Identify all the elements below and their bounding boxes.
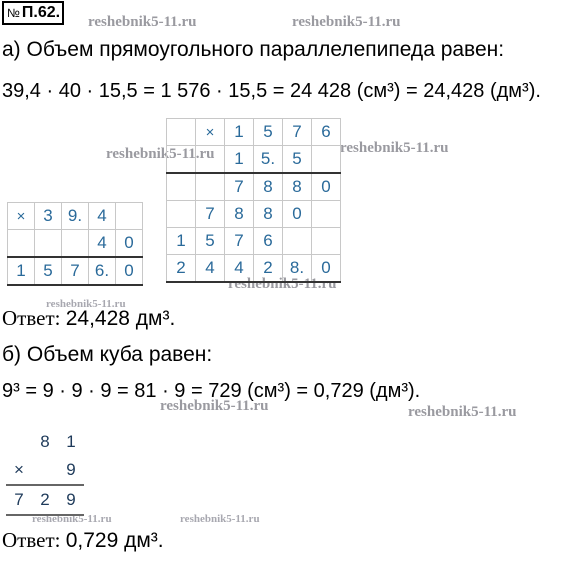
grid-cell: 7 xyxy=(283,119,312,146)
grid-cell xyxy=(35,230,62,258)
part-b-equation: 9³ = 9 · 9 · 9 = 81 · 9 = 729 (см³) = 0,729 (дм³). xyxy=(2,380,421,402)
watermark: reshebnik5-11.ru xyxy=(228,276,337,292)
grid-cell: 8 xyxy=(283,173,312,201)
part-a-equation: 39,4 · 40 · 15,5 = 1 576 · 15,5 = 24 428 (см³) = 24,428 (дм³). xyxy=(2,80,541,102)
grid-cell xyxy=(196,173,225,201)
grid-cell: 2 xyxy=(167,255,196,283)
grid-cell xyxy=(167,201,196,228)
part-b-answer xyxy=(2,528,164,553)
grid-row xyxy=(8,203,143,230)
grid-cell: 8 xyxy=(40,432,50,451)
grid-cell: 1 xyxy=(225,146,254,174)
grid-cell xyxy=(167,119,196,146)
answer-value: 24,428 дм³. xyxy=(65,307,176,330)
watermark: reshebnik5-11.ru xyxy=(292,14,401,30)
grid-row xyxy=(167,173,341,201)
grid-cell: 4 xyxy=(196,255,225,283)
grid-cell: 1 xyxy=(167,228,196,255)
part-a-title: а) Объем прямоугольного параллелепипеда равен: xyxy=(2,38,505,61)
grid-cell: 0 xyxy=(116,230,143,258)
grid-cell: 2 xyxy=(32,485,58,515)
grid-cell: 6. xyxy=(89,257,116,285)
grid-cell: 6 xyxy=(254,228,283,255)
grid-cell xyxy=(283,228,312,255)
grid-row xyxy=(8,230,143,258)
grid-cell: 4 xyxy=(225,255,254,283)
grid-cell: 9. xyxy=(62,203,89,230)
grid-row xyxy=(8,257,143,285)
grid-cell xyxy=(62,230,89,258)
grid-cell: 5 xyxy=(35,257,62,285)
grid-cell: 0 xyxy=(283,201,312,228)
multiplication-grid-small xyxy=(7,202,143,286)
grid-cell: 1 xyxy=(66,432,76,451)
grid-cell: 5 xyxy=(283,146,312,174)
grid-cell: 8 xyxy=(254,173,283,201)
part-b-title: б) Объем куба равен: xyxy=(2,343,213,366)
multiply-sign: × xyxy=(8,203,35,230)
problem-number: П.62. xyxy=(21,4,61,21)
grid-cell: 7 xyxy=(196,201,225,228)
grid-cell: 9 xyxy=(58,456,84,485)
grid-cell: 8. xyxy=(283,255,312,283)
answer-label: Ответ: xyxy=(2,528,61,552)
grid-row xyxy=(167,228,341,255)
grid-cell: 8 xyxy=(225,201,254,228)
multiply-sign: × xyxy=(196,119,225,146)
grid-cell: 7 xyxy=(225,173,254,201)
grid-row xyxy=(6,428,84,456)
grid-cell: 4 xyxy=(89,230,116,258)
grid-row xyxy=(6,456,84,485)
grid-cell: 5. xyxy=(254,146,283,174)
grid-cell: 5 xyxy=(196,228,225,255)
grid-cell: 7 xyxy=(6,485,32,515)
grid-row xyxy=(167,146,341,174)
grid-cell: 7 xyxy=(225,228,254,255)
grid-cell: 4 xyxy=(89,203,116,230)
grid-cell xyxy=(312,146,341,174)
watermark: reshebnik5-11.ru xyxy=(32,513,112,525)
number-sign: № xyxy=(7,6,20,20)
grid-cell: 9 xyxy=(58,485,84,515)
grid-cell xyxy=(32,456,58,485)
multiplication-grid-cube xyxy=(6,428,84,516)
grid-cell xyxy=(116,203,143,230)
answer-label: Ответ: xyxy=(2,306,61,330)
grid-row xyxy=(167,119,341,146)
grid-cell: 1 xyxy=(225,119,254,146)
grid-cell xyxy=(167,173,196,201)
watermark: reshebnik5-11.ru xyxy=(340,140,449,156)
grid-cell: 7 xyxy=(62,257,89,285)
grid-row xyxy=(6,485,84,515)
multiplication-grid-large xyxy=(166,118,341,283)
watermark: reshebnik5-11.ru xyxy=(160,398,269,414)
grid-row xyxy=(167,255,341,283)
watermark: reshebnik5-11.ru xyxy=(106,146,215,162)
grid-cell xyxy=(167,146,196,174)
watermark: reshebnik5-11.ru xyxy=(46,298,126,310)
grid-cell xyxy=(6,428,32,456)
grid-cell xyxy=(196,146,225,174)
grid-row xyxy=(167,201,341,228)
grid-cell xyxy=(312,228,341,255)
watermark: reshebnik5-11.ru xyxy=(180,513,260,525)
grid-cell: 6 xyxy=(312,119,341,146)
grid-cell: 0 xyxy=(312,255,341,283)
grid-cell xyxy=(8,230,35,258)
watermark: reshebnik5-11.ru xyxy=(88,14,197,30)
grid-cell: 8 xyxy=(254,201,283,228)
answer-value: 0,729 дм³. xyxy=(65,529,164,552)
grid-cell: 1 xyxy=(8,257,35,285)
grid-cell: 2 xyxy=(254,255,283,283)
watermark: reshebnik5-11.ru xyxy=(408,404,517,420)
problem-number-box xyxy=(2,1,64,25)
part-a-answer xyxy=(2,306,175,331)
grid-cell: 0 xyxy=(116,257,143,285)
grid-cell: 3 xyxy=(35,203,62,230)
grid-cell: 5 xyxy=(254,119,283,146)
grid-cell: 0 xyxy=(312,173,341,201)
multiply-sign: × xyxy=(6,456,32,485)
grid-cell xyxy=(312,201,341,228)
